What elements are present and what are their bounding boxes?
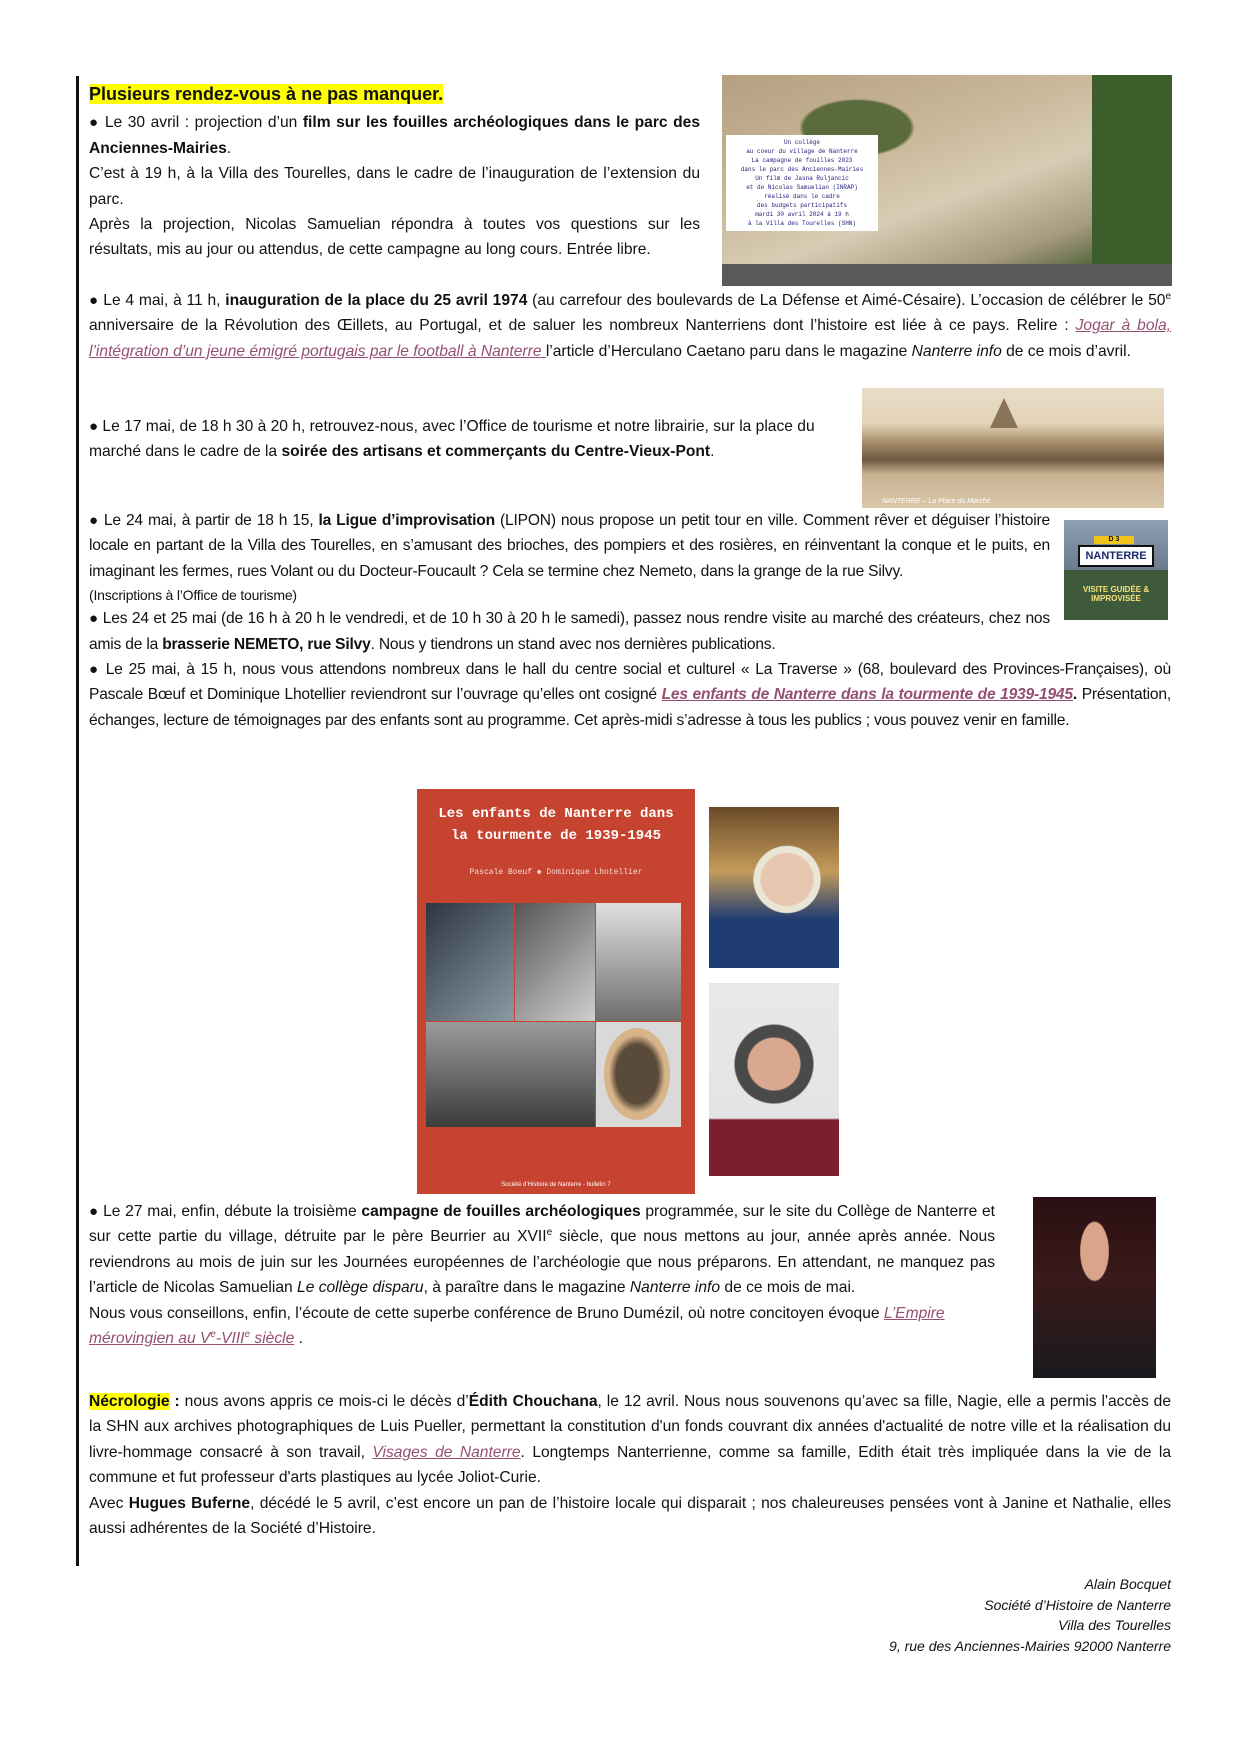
caption-line: dans le parc des Anciennes-Mairies xyxy=(740,166,864,173)
bullet-icon: ● xyxy=(89,418,99,435)
portrait-dominique-lhotellier xyxy=(709,983,839,1176)
section-27-mai xyxy=(89,1199,995,1351)
registration-note: (Inscriptions à l’Office de tourisme) xyxy=(89,587,297,604)
cover-photo xyxy=(426,1022,595,1127)
paragraph: C’est à 19 h, à la Villa des Tourelles, dans le cadre de l’inauguration de l’extension du parc. xyxy=(89,165,700,208)
postcard-caption: NANTERRE – La Place du Marché xyxy=(882,498,991,505)
bold-text: campagne de fouilles archéologiques xyxy=(361,1203,641,1220)
paragraph: Après la projection, Nicolas Samuelian répondra à toutes vos questions sur les résultats, mis au jour ou attendus, de cette campagne au long cours. Entrée libre. xyxy=(89,216,700,259)
section-30-avril xyxy=(89,82,700,263)
caption-line: et de Nicolas Samuelian (INRAP) xyxy=(746,184,858,191)
signature-org: Société d’Histoire de Nanterre xyxy=(984,1596,1171,1613)
text: Le 27 mai, enfin, débute la troisième xyxy=(98,1203,362,1220)
postcard-place-du-marche xyxy=(862,388,1164,508)
text: . Nous y tiendrons un stand avec nos dernières publications. xyxy=(370,635,776,653)
superscript: e xyxy=(546,1227,553,1239)
flyer-headline: VISITE GUIDÉE & IMPROVISÉE xyxy=(1082,585,1150,603)
text: programmée, sur le site du Collège de Nanterre et sur cette partie du village, détruite par le père Beurrier au XVII xyxy=(89,1203,995,1246)
book-title: Les enfants de Nanterre dans la tourmente de 1939-1945 xyxy=(438,806,674,844)
bullet-icon: ● xyxy=(89,114,100,132)
road-sign: NANTERRE xyxy=(1078,545,1154,567)
text: siècle, que nous mettons au jour, année après année. Nous reviendrons au mois de juin sur les Journées européennes de l’archéologie que nous préparons. En attendant, ne manquez pas l’article de Nicolas Samuelian xyxy=(89,1228,995,1297)
photo-bruno-dumezil xyxy=(1033,1197,1156,1378)
text: Présentation, échanges, lecture de témoignages par des enfants sont au programme. Cet après-midi s’adresse à tous les publics ; vous pouvez venir en famille. xyxy=(89,686,1171,729)
bold-text: la Ligue d’improvisation xyxy=(318,512,495,529)
text: l’article d’Herculano Caetano paru dans le magazine xyxy=(545,342,912,360)
bullet-icon: ● xyxy=(89,661,100,679)
bullet-icon: ● xyxy=(89,292,99,309)
text: Le 24 mai, à partir de 18 h 15, xyxy=(98,512,319,529)
bold-text: Hugues Buferne xyxy=(128,1494,251,1512)
caption-line: réalisé dans le cadre xyxy=(764,193,840,200)
caption-line: La campagne de fouilles 2023 xyxy=(751,157,853,164)
text: : xyxy=(169,1393,185,1410)
bold-text: inauguration de la place du 25 avril 1974 xyxy=(225,292,528,309)
oval-portrait xyxy=(604,1028,670,1120)
text: (au carrefour des boulevards de La Défense et Aimé-Césaire). L’occasion de célébrer le 50 xyxy=(527,292,1166,309)
text: , le 12 avril. Nous nous souvenons qu’avec sa fille, Nagie, elle a permis l'accès de la SHN aux archives photographiques de Luis Pueller, permettant la constitution d'un fonds couvrant dix années d'actualité de notre ville et la réalisation du livre-hommage consacré à son travail, xyxy=(89,1393,1172,1461)
caption-line: à la Villa des Tourelles (SHN) xyxy=(747,220,857,227)
bullet-icon: ● xyxy=(89,512,99,529)
bullet-icon: ● xyxy=(89,1203,99,1220)
cover-photo xyxy=(515,903,595,1021)
poster-caption xyxy=(726,135,878,231)
text: Le 17 mai, de 18 h 30 à 20 h, retrouvez-nous, avec l’Office de tourisme et notre librairie, sur la place du marché dans le cadre de la xyxy=(89,418,815,461)
caption-line: Un film de Jasna Ruljancic xyxy=(755,175,849,182)
italic-text: Le collège disparu xyxy=(297,1279,424,1297)
bullet-icon: ● xyxy=(89,610,99,628)
text: (LIPON) nous propose un petit tour en ville. Comment rêver et déguiser l’histoire locale en partant de la Villa des Tourelles, en s’amusant des brioches, des pompiers et des rosières, en réinventant la conque et le puits, en imaginant les fermes, rues Volant ou du Docteur-Foucault ? Cela se termine chez Nemeto, dans la grange de la rue Silvy. xyxy=(89,512,1050,580)
book-link-les-enfants-de-nanterre[interactable]: Les enfants de Nanterre dans la tourmente de 1939-1945 xyxy=(661,686,1073,704)
text: de ce mois de mai. xyxy=(720,1279,856,1297)
trees xyxy=(1092,75,1172,265)
caption-line: des budgets participatifs xyxy=(756,202,847,209)
text: Nous vous conseillons, enfin, l’écoute de cette superbe conférence de Bruno Dumézil, où notre concitoyen évoque xyxy=(89,1304,884,1322)
caption-line: au coeur du village de Nanterre xyxy=(746,148,858,155)
bold-text: film sur les fouilles archéologiques dans le parc des Anciennes-Mairies xyxy=(89,114,700,157)
portrait-pascale-boeuf xyxy=(709,807,839,968)
margin-rule xyxy=(76,76,79,1566)
caption-line: Un collège xyxy=(783,139,820,146)
section-24-25-mai xyxy=(89,508,1171,733)
bold-text: . xyxy=(1072,686,1078,704)
superscript[interactable]: e xyxy=(244,1328,251,1340)
book-footer: Société d’Histoire de Nanterre - bulletin 7 xyxy=(501,1182,611,1188)
text: Le 25 mai, à 15 h, nous vous attendons nombreux dans le hall du centre social et culturel « La Traverse » (68, boulevard des Provinces-Françaises), où Pascale Bœuf et Dominique Lhotellier reviendront sur l’ouvrage qu’elles ont cosigné xyxy=(89,661,1171,704)
signature-venue: Villa des Tourelles xyxy=(1058,1617,1171,1633)
text: nous avons appris ce mois-ci le décès d’ xyxy=(184,1393,469,1410)
signature-name: Alain Bocquet xyxy=(1084,1576,1171,1592)
link-text[interactable]: siècle xyxy=(250,1330,295,1348)
cover-photo xyxy=(426,903,514,1021)
signature-address: 9, rue des Anciennes-Mairies 92000 Nanterre xyxy=(889,1637,1171,1654)
cover-photo xyxy=(596,1022,681,1127)
text: Avec xyxy=(89,1494,129,1512)
book-authors: Pascale Boeuf ◆ Dominique Lhotellier xyxy=(469,868,643,877)
road-sign-number: D 3 xyxy=(1094,536,1134,544)
link-text[interactable]: -VIII xyxy=(215,1330,245,1348)
bold-text: soirée des artisans et commerçants du Centre-Vieux-Pont xyxy=(281,443,711,461)
text: . xyxy=(294,1330,303,1348)
text: , décédé le 5 avril, c’est encore un pan de l’histoire locale qui disparait ; nos chaleureuses pensées vont à Janine et Nathalie, elles aussi adhérentes de la Société d’Histoire. xyxy=(89,1494,1172,1538)
section-necrologie xyxy=(89,1389,1171,1541)
page-title: Plusieurs rendez-vous à ne pas manquer. xyxy=(89,84,444,104)
text: . xyxy=(226,139,232,157)
text: de ce mois d’avril. xyxy=(1001,342,1131,360)
bold-text: Édith Chouchana xyxy=(468,1393,598,1410)
book-cover xyxy=(417,789,695,1194)
superscript[interactable]: e xyxy=(210,1328,216,1340)
text: . xyxy=(710,443,715,461)
excavation-photo xyxy=(722,75,1172,286)
signature-block xyxy=(889,1574,1171,1656)
link-text[interactable]: L’Empire mérovingien au V xyxy=(89,1304,945,1348)
italic-text: Nanterre info xyxy=(911,342,1002,360)
bold-text: brasserie NEMETO, rue Silvy xyxy=(162,635,371,653)
cover-photo xyxy=(596,903,681,1021)
roof xyxy=(722,264,1172,286)
text: anniversaire de la Révolution des Œillets, au Portugal, et de saluer les nombreux Nanterriens dont l’histoire est liée à ce pays. Relire : xyxy=(89,317,1076,335)
section-17-mai xyxy=(89,414,833,465)
text: . Longtemps Nanterrienne, comme sa famille, Edith était très impliquée dans la vie de la commune et fut professeur d'arts plastiques au lycée Joliot-Curie. xyxy=(89,1443,1171,1487)
section-4-mai xyxy=(89,288,1171,364)
italic-text: Nanterre info xyxy=(629,1279,721,1297)
necrologie-heading: Nécrologie xyxy=(89,1393,170,1410)
superscript: e xyxy=(1165,290,1172,302)
caption-line: mardi 30 avril 2024 à 19 h xyxy=(755,211,849,218)
text: Les 24 et 25 mai (de 16 h à 20 h le vendredi, et de 10 h 30 à 20 h le samedi), passez nous rendre visite au marché des créateurs, chez nos amis de la xyxy=(89,610,1050,653)
book-link-visages-de-nanterre[interactable]: Visages de Nanterre xyxy=(372,1443,521,1461)
church-spire xyxy=(990,398,1018,428)
text: Le 30 avril : projection d’un xyxy=(99,114,303,132)
text: Le 4 mai, à 11 h, xyxy=(98,292,226,309)
article-link-jogar-a-bola[interactable]: Jogar à bola, l’intégration d’un jeune émigré portugais par le football à Nanterre xyxy=(89,317,1171,360)
text: , à paraître dans le magazine xyxy=(423,1279,630,1297)
visite-improvisee-flyer xyxy=(1064,520,1168,620)
